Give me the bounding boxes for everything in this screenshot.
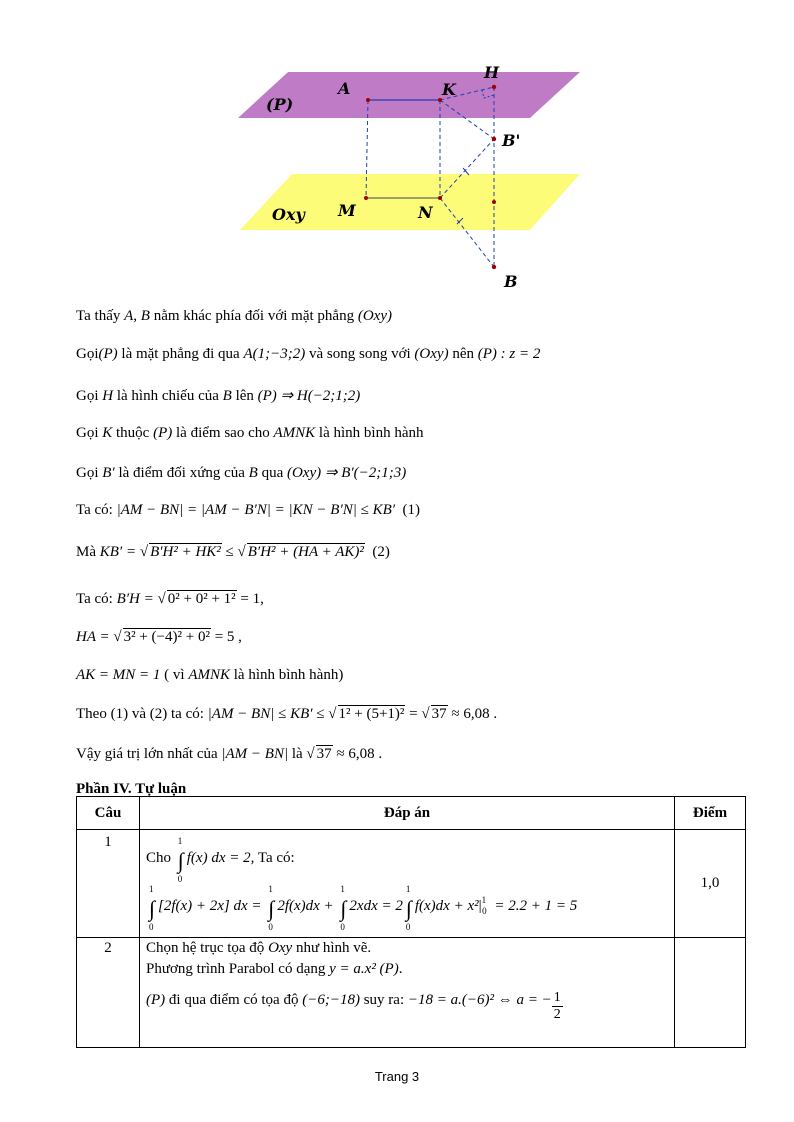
solution-line-6: Ta có: |AM − BN| = |AM − B′N| = |KN − B′N| ≤ KB′ (1) [76, 502, 421, 518]
solution-line-10: AK = MN = 1 ( vì AMNK là hình bình hành) [76, 667, 344, 683]
row-1-line-1: Cho ∫ 1 0 f(x) dx = 2, Ta có: [146, 836, 295, 884]
solution-line-11: Theo (1) và (2) ta có: |AM − BN| ≤ KB′ ≤ √ 1² + (5+1)² = √ 37 ≈ 6,08 . [76, 706, 498, 722]
point-b-prime [492, 137, 496, 141]
integral-sign: ∫ 1 0 [405, 884, 412, 932]
integral-sign: ∫ 1 0 [148, 884, 156, 932]
row-1-line-2: ∫ 1 0 [2f(x) + 2x] dx = ∫ 1 0 2f(x)dx + ∫ 1 0 2xdx = 2 ∫ 1 0 f(x)dx + x²|10 = 2.2 + 1 = 5 [146, 896, 674, 922]
table-row [77, 938, 746, 1048]
row-2-diem [675, 938, 746, 1048]
label-oxy: Oxy [272, 205, 305, 224]
row-1-diem: 1,0 [675, 830, 746, 938]
header-cau: Câu [77, 797, 140, 830]
row-1-cau: 1 [77, 830, 140, 938]
point-h [492, 85, 496, 89]
solution-line-2: Gọi(P) là mặt phẳng đi qua A(1;−3;2) và song song với (Oxy) nên (P) : z = 2 [76, 346, 541, 362]
point-n [438, 196, 442, 200]
solution-line-12: Vậy giá trị lớn nhất của |AM − BN| là √ 37 ≈ 6,08 . [76, 746, 383, 762]
row-1-answer [140, 830, 675, 938]
geometry-figure [230, 60, 590, 290]
integral-sign: ∫ 1 0 [340, 884, 347, 932]
point-b [492, 265, 496, 269]
row-2-line-3: (P) đi qua điểm có tọa độ (−6;−18) suy ra: −18 = a.(−6)² ⇔ a = − $\frac{1}{2}$ [146, 990, 561, 1022]
solution-line-5: Gọi B′ là điểm đối xứng của B qua (Oxy) ⇒ B′(−2;1;3) [76, 465, 407, 481]
table-header-row [77, 797, 746, 830]
fraction: $\frac{1}{2}$ [553, 990, 561, 1022]
label-m: M [338, 201, 356, 220]
point-a [366, 98, 370, 102]
solution-line-8: Ta có: B′H = √ 0² + 0² + 1² = 1, [76, 591, 264, 607]
point-m [364, 196, 368, 200]
solution-line-7: Mà KB′ = √ B′H² + HK² ≤ √ B′H² + (HA + AK)² (2) [76, 544, 390, 560]
label-n: N [418, 203, 433, 222]
label-k: K [442, 80, 456, 99]
label-plane-p: (P) [266, 95, 294, 114]
row-2-answer [140, 938, 675, 1048]
answer-table [76, 796, 746, 1048]
row-2-cau: 2 [77, 938, 140, 1048]
page-footer: Trang 3 [374, 1069, 420, 1084]
row-2-line-1: Chọn hệ trục tọa độ Oxy như hình vẽ. [146, 940, 372, 956]
point-oxy-foot [492, 200, 496, 204]
solution-line-1: Ta thấy A, B nằm khác phía đối với mặt phẳng (Oxy) [76, 308, 392, 324]
row-2-line-2: Phương trình Parabol có dạng y = a.x² (P). [146, 961, 403, 977]
solution-line-3: Gọi H là hình chiếu của B lên (P) ⇒ H(−2;1;2) [76, 388, 361, 404]
integral-sign: ∫ 1 0 [177, 836, 184, 884]
table-row [77, 830, 746, 938]
section-title: Phần IV. Tự luận [76, 781, 187, 797]
label-h: H [484, 63, 500, 82]
header-diem: Điểm [675, 797, 746, 830]
label-a: A [338, 79, 351, 98]
header-dap-an: Đáp án [140, 797, 675, 830]
solution-line-4: Gọi K thuộc (P) là điểm sao cho AMNK là hình bình hành [76, 425, 424, 441]
solution-line-9: HA = √ 3² + (−4)² + 0² = 5 , [76, 629, 242, 645]
label-b-prime: B' [502, 131, 521, 150]
label-b: B [504, 272, 518, 290]
integral-sign: ∫ 1 0 [268, 884, 275, 932]
